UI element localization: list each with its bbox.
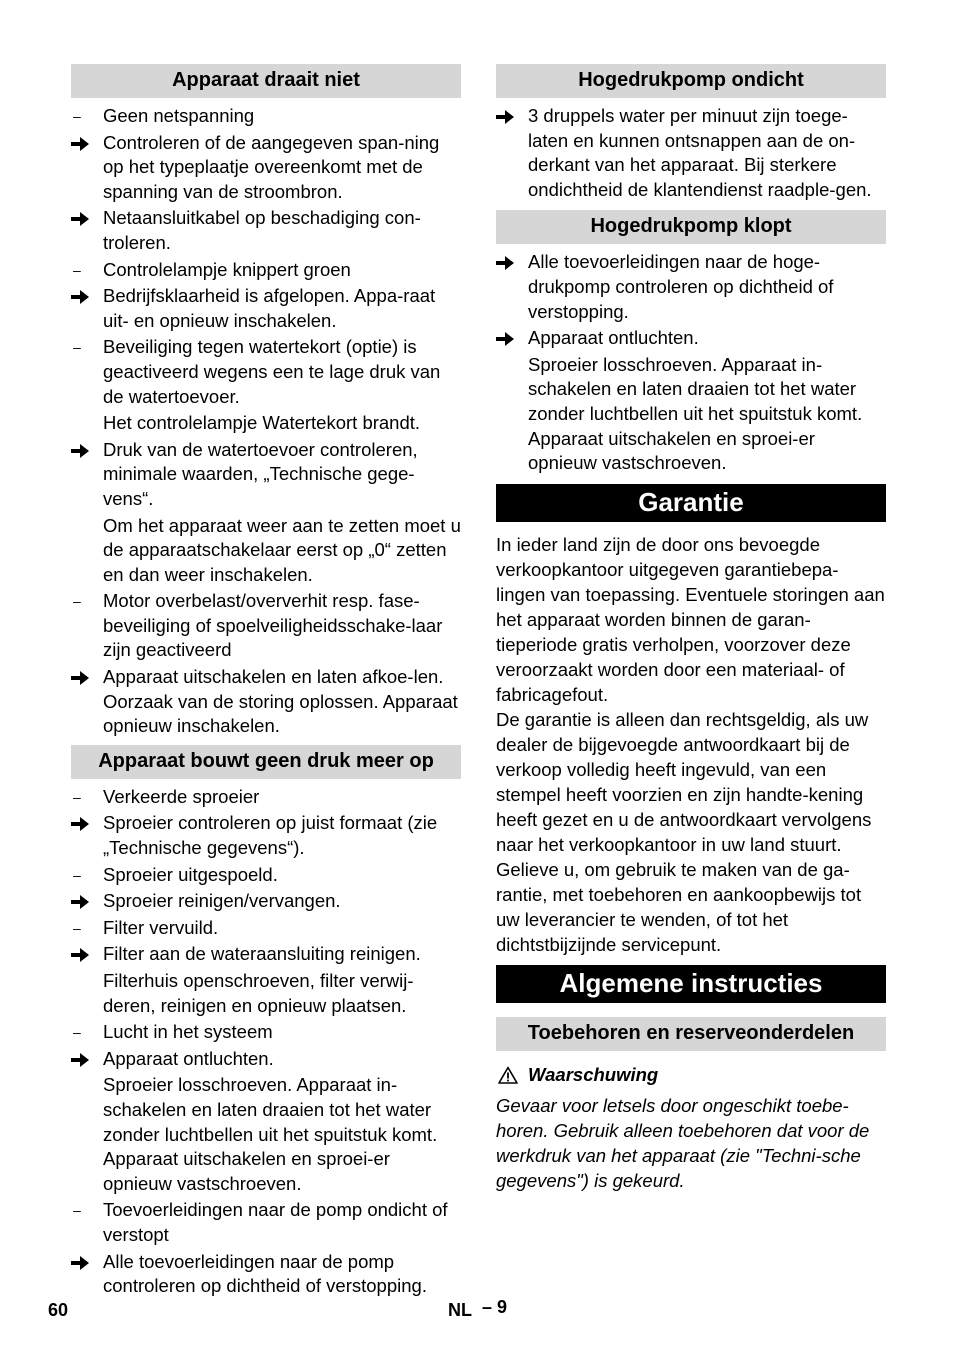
section-heading: Apparaat draait niet [71,64,461,98]
section-heading: Hogedrukpomp klopt [496,210,886,244]
item-text: Sproeier uitgespoeld. [103,863,278,885]
action-item [71,942,461,967]
action-item [71,131,461,205]
cause-item [71,863,461,888]
item-text: Apparaat ontluchten. [103,1047,274,1069]
warning-title [496,1063,886,1087]
cause-item [71,335,461,409]
action-item [71,811,461,860]
arrow-right-icon [71,137,89,151]
section-heading: Hogedrukpomp ondicht [496,64,886,98]
dash-marker: – [73,866,81,883]
dash-marker: – [73,788,81,805]
item-text: Filterhuis openschroeven, filter verwij-deren, reinigen en opnieuw plaatsen. [103,970,414,1016]
cause-item [71,104,461,129]
item-text: Sproeier controleren op juist formaat (zie „Technische gegevens“). [103,812,438,859]
item-text: Controlelampje knippert groen [103,258,351,280]
toebehoren-heading: Toebehoren en reserveonderdelen [496,1017,886,1051]
left-column [71,64,461,1301]
arrow-right-icon [496,256,514,270]
item-text: 3 druppels water per minuut zijn toege-laten en kunnen ontsnappen aan de on-derkant van het apparaat. Bij sterkere ondichtheid de klantendienst raadple-gen. [528,105,872,200]
page-number: 60 [48,1300,69,1320]
right-column [496,64,886,1193]
section-garantie [496,484,886,957]
dash-marker: – [73,108,81,124]
action-item [71,206,461,255]
arrow-right-icon [71,444,89,458]
note-item [71,411,461,436]
note-item [71,969,461,1018]
sub-page-number: – 9 [482,1297,508,1317]
item-text: Apparaat uitschakelen en laten afkoe-len. Oorzaak van de storing oplossen. Apparaat opnieuw inschakelen. [103,666,458,737]
dash-marker: – [73,919,81,936]
item-list [71,785,461,1299]
item-text: Beveiliging tegen watertekort (optie) is geactiveerd wegens een te lage druk van de watertoevoer. [103,336,441,407]
item-text: Filter aan de wateraansluiting reinigen. [103,943,421,965]
algemene-instructies-heading: Algemene instructies [496,965,886,1003]
cause-item [71,1020,461,1045]
section-geen-druk [71,745,461,1299]
action-item [71,889,461,914]
section-hogedrukpomp-klopt [496,210,886,475]
action-item [71,1250,461,1299]
item-text: Lucht in het systeem [103,1021,273,1043]
item-list [496,104,886,202]
arrow-right-icon [496,110,514,124]
item-text: Om het apparaat weer aan te zetten moet u de apparaatschakelaar eerst op „0“ zetten en dan weer inschakelen. [103,514,461,585]
arrow-right-icon [71,817,89,831]
item-list [496,250,886,475]
arrow-right-icon [71,1053,89,1067]
item-text: Alle toevoerleidingen naar de hoge-drukpomp controleren op dichtheid of verstopping. [528,251,834,322]
garantie-paragraph: Gelieve u, om gebruik te maken van de ga-rantie, met toebehoren en aankoopbewijs tot uw leverancier te wenden, of tot het dichtstbijzijnde servicepunt. [496,858,862,955]
item-text: Motor overbelast/oververhit resp. fase-beveiliging of spoelveiligheidsschake-laar zijn geactiveerd [103,590,443,661]
action-item [71,438,461,512]
item-text: Controleren of de aangegeven span-ning op het typeplaatje overeenkomt met de spanning van de stroombron. [103,131,440,202]
warning-triangle-icon [498,1066,518,1084]
cause-item [71,258,461,283]
item-text: Alle toevoerleidingen naar de pomp controleren op dichtheid of verstopping. [103,1250,427,1297]
item-text: Apparaat ontluchten. [528,327,699,349]
item-list [71,104,461,739]
arrow-right-icon [71,212,89,226]
item-text: Sproeier losschroeven. Apparaat in-schakelen en laten draaien tot het water zonder luchtbellen uit het spuitstuk komt. Apparaat uitschakelen en sproei-er opnieuw vastschroeven. [103,1074,438,1194]
note-item [496,353,886,476]
section-hogedrukpomp-ondicht [496,64,886,202]
dash-marker: – [73,1024,81,1041]
cause-item [71,1198,461,1247]
dash-marker: – [73,261,81,278]
note-item [71,1073,461,1196]
dash-marker: – [73,1202,81,1219]
item-text: Netaansluitkabel op beschadiging con-troleren. [103,207,421,253]
language-code: NL [448,1300,472,1320]
arrow-right-icon [71,895,89,909]
action-item [496,250,886,324]
warning-text: Gevaar voor letsels door ongeschikt toebe-horen. Gebruik alleen toebehoren dat voor de werkdruk van het apparaat (zie "Techni-sche gegevens") is gekeurd. [496,1094,870,1191]
item-text: Verkeerde sproeier [103,785,260,807]
arrow-right-icon [496,332,514,346]
garantie-heading: Garantie [496,484,886,522]
item-text: Geen netspanning [103,105,255,126]
section-apparaat-draait-niet [71,64,461,739]
warning-label: Waarschuwing [528,1063,659,1085]
item-text: Toevoerleidingen naar de pomp ondicht of verstopt [103,1199,448,1245]
arrow-right-icon [71,1256,89,1270]
dash-marker: – [73,593,81,610]
action-item [71,665,461,739]
section-heading: Apparaat bouwt geen druk meer op [71,745,461,779]
action-item [71,284,461,333]
garantie-paragraph: De garantie is alleen dan rechtsgeldig, als uw dealer de bijgevoegde antwoordkaart bij de verkoop volledig heeft ingevuld, van een stempel heeft voorzien en zijn handte-kening heeft gezet en u de antwoordkaart vervolgens naar het verkoopkantoor in uw land stuurt. [496,708,872,855]
item-text: Sproeier reinigen/vervangen. [103,890,341,912]
arrow-right-icon [71,948,89,962]
item-text: Druk van de watertoevoer controleren, minimale waarden, „Technische gege-vens“. [103,438,418,509]
dash-marker: – [73,339,81,356]
item-text: Bedrijfsklaarheid is afgelopen. Appa-raat uit- en opnieuw inschakelen. [103,285,436,331]
item-text: Sproeier losschroeven. Apparaat in-schakelen en laten draaien tot het water zonder luchtbellen uit het spuitstuk komt. Apparaat uitschakelen en sproei-er opnieuw vastschroeven. [528,353,863,474]
item-text: Het controlelampje Watertekort brandt. [103,412,421,434]
action-item [71,1047,461,1072]
section-algemene-instructies [496,965,886,1193]
item-text: Filter vervuild. [103,916,219,938]
action-item [496,326,886,351]
arrow-right-icon [71,671,89,685]
cause-item [71,589,461,663]
action-item [496,104,886,202]
arrow-right-icon [71,290,89,304]
cause-item [71,785,461,810]
cause-item [71,916,461,941]
note-item [71,514,461,588]
garantie-paragraph: In ieder land zijn de door ons bevoegde verkoopkantoor uitgegeven garantiebepa-lingen van toepassing. Eventuele storingen aan het apparaat worden binnen de garan-tieperiode gratis verholpen, voorzover deze veroorzaakt worden door een materiaal- of fabricagefout. [496,533,885,705]
